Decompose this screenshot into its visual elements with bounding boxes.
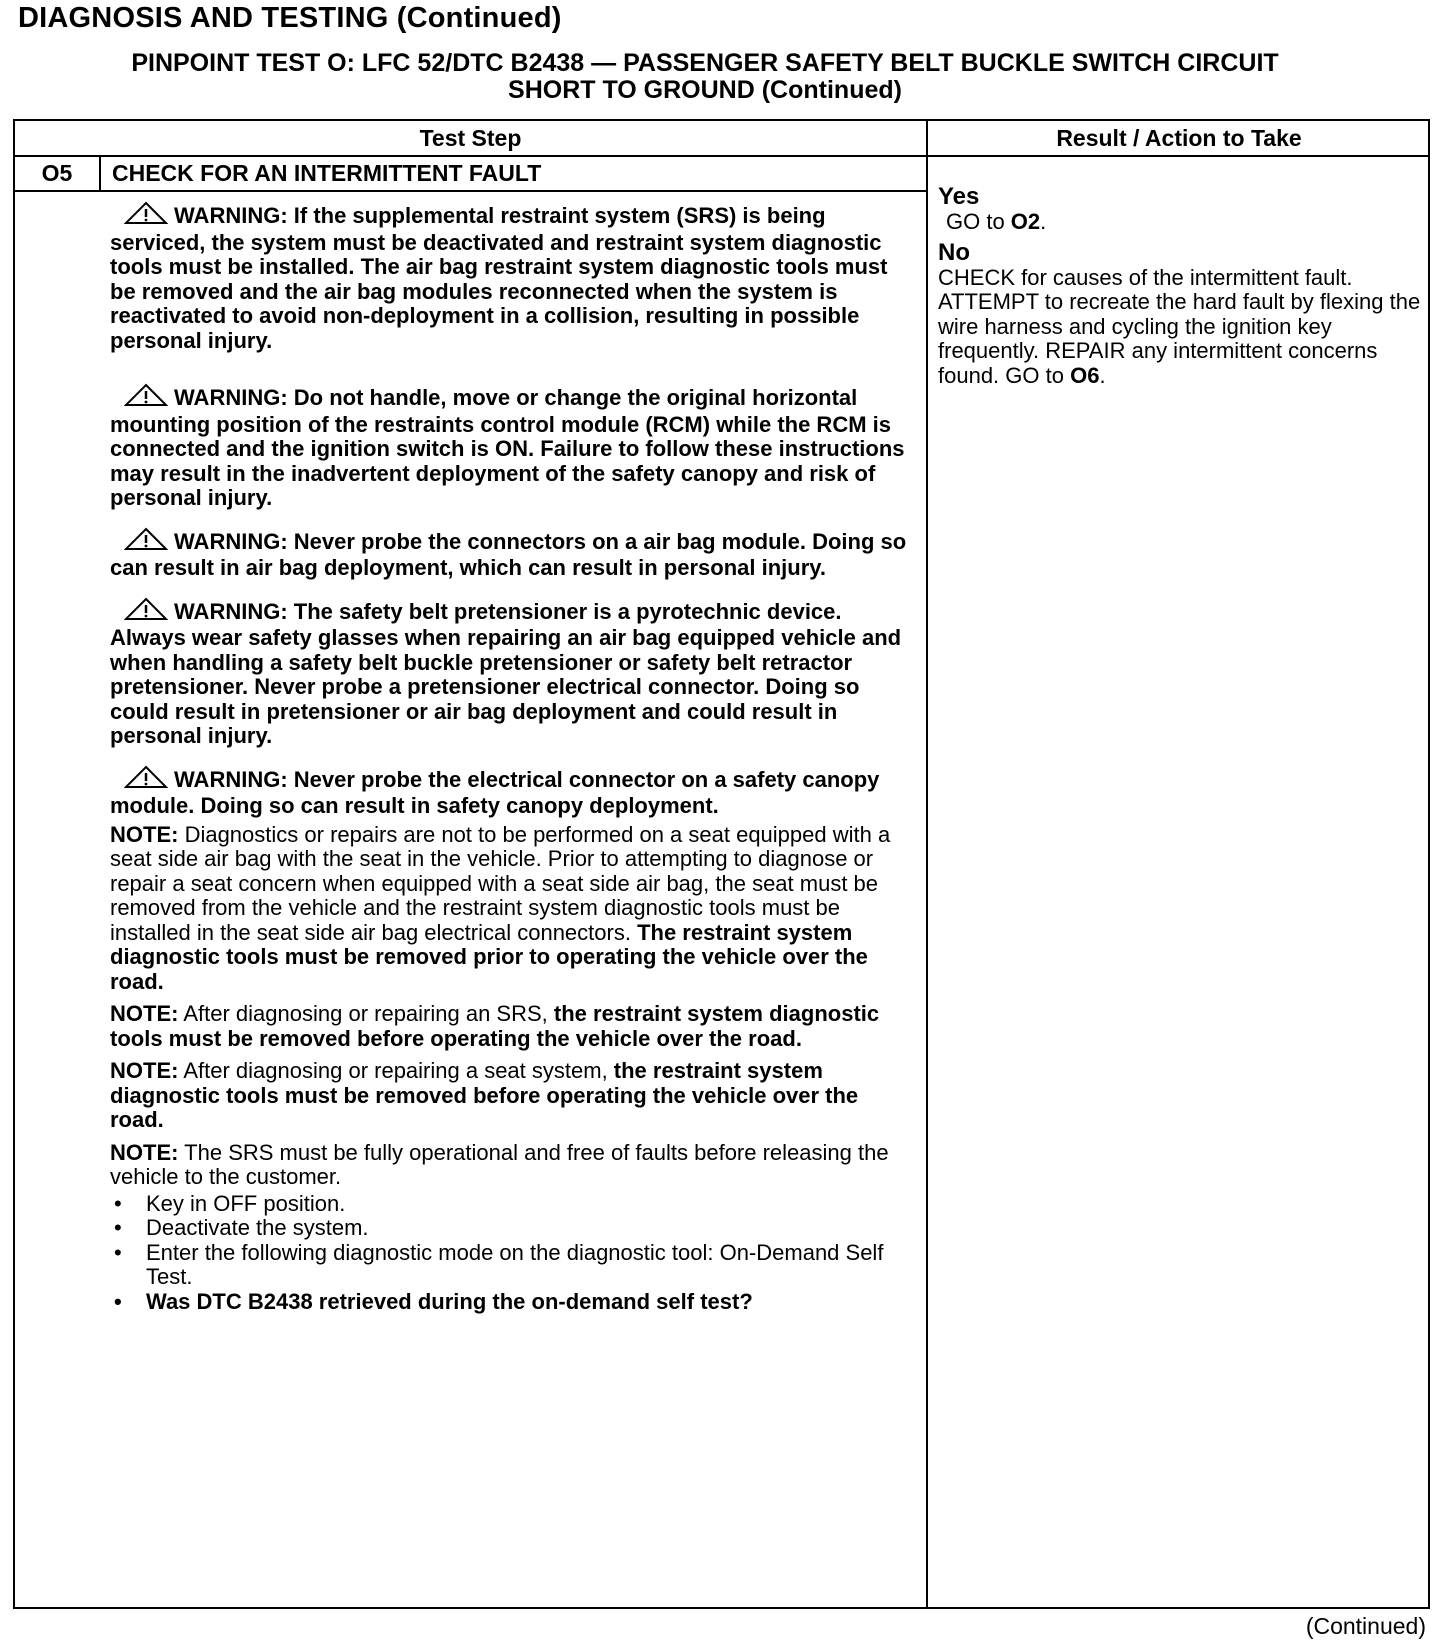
warning-pretensioner: WARNING: The safety belt pretensioner is a pyrotechnic device. Always wear safety glasses when repairing an air bag equipped vehicle and when handling a safety belt buckle pretensioner or safety belt retractor pretensioner. Never probe a pretensioner electrical connector. Doing so could result in pretensioner or air bag deployment and could result in personal injury.: [110, 598, 902, 748]
warning-triangle-icon: [124, 201, 168, 231]
page-title: DIAGNOSIS AND TESTING (Continued): [18, 2, 562, 34]
column-divider: [926, 121, 928, 1607]
note-seat-system-repair: NOTE: After diagnosing or repairing a seat system, the restraint system diagnostic tools must be removed before operating the vehicle over the road.: [110, 1058, 859, 1132]
warning-srs: WARNING: If the supplemental restraint system (SRS) is being serviced, the system must be deactivated and restraint system diagnostic tools must be installed. The air bag restraint system diagnostic tools must be removed and the air bag modules reconnected when the system is reactivated to avoid non-deployment in a collision, resulting in possible personal injury.: [110, 203, 888, 353]
result-no-target-link[interactable]: O6: [1070, 362, 1100, 388]
note-srs-operational: NOTE: The SRS must be fully operational and free of faults before releasing the vehicle to the customer.: [110, 1139, 889, 1189]
result-yes-action: GO to O2.: [946, 208, 1047, 234]
warning-triangle-icon: [124, 527, 168, 557]
pinpoint-test-title: [20, 50, 1390, 104]
continued-footer: (Continued): [1305, 1613, 1426, 1639]
list-item: • Deactivate the system.: [110, 1216, 910, 1241]
list-item: • Key in OFF position.: [110, 1192, 910, 1217]
test-title-line1: PINPOINT TEST O: LFC 52/DTC B2438 — PASSENGER SAFETY BELT BUCKLE SWITCH CIRCUIT: [131, 49, 1279, 77]
warning-triangle-icon: [124, 383, 168, 413]
note-srs-repair: NOTE: After diagnosing or repairing an SRS, the restraint system diagnostic tools must be removed before operating the vehicle over the road.: [110, 1001, 880, 1051]
result-yes-label: Yes: [938, 183, 980, 210]
step-title: CHECK FOR AN INTERMITTENT FAULT: [112, 160, 542, 186]
step-number: O5: [41, 160, 73, 186]
step-number-divider: [99, 157, 101, 190]
warning-triangle-icon: [124, 597, 168, 627]
pinpoint-test-table: [13, 119, 1430, 1609]
list-item: • Enter the following diagnostic mode on the diagnostic tool: On-Demand Self Test.: [110, 1241, 910, 1290]
column-header-result: Result / Action to Take: [1056, 125, 1302, 151]
test-title-line2: SHORT TO GROUND (Continued): [508, 76, 902, 104]
column-header-test-step: Test Step: [419, 125, 522, 151]
warning-airbag-connectors: WARNING: Never probe the connectors on a air bag module. Doing so can result in air bag deployment, which can result in personal injury.: [110, 528, 907, 580]
step-actions-list: [110, 1192, 910, 1315]
warning-rcm: WARNING: Do not handle, move or change the original horizontal mounting position of the restraints control module (RCM) while the RCM is connected and the ignition switch is ON. Failure to follow these instructions may result in the inadvertent deployment of the safety canopy and risk of personal injury.: [110, 385, 905, 510]
result-yes-target-link[interactable]: O2: [1010, 208, 1041, 234]
step-question: • Was DTC B2438 retrieved during the on-demand self test?: [110, 1290, 910, 1315]
step-title-divider: [15, 190, 926, 192]
result-no-label: No: [938, 239, 970, 266]
note-seat-side-airbag: NOTE: Diagnostics or repairs are not to be performed on a seat equipped with a seat side air bag with the seat in the vehicle. Prior to attempting to diagnose or repair a seat concern when equipped with a seat side air bag, the seat must be removed from the vehicle and the restraint system diagnostic tools must be installed in the seat side air bag electrical connectors. The restraint system diagnostic tools must be removed prior to operating the vehicle over the road.: [110, 821, 891, 994]
warning-safety-canopy: WARNING: Never probe the electrical connector on a safety canopy module. Doing so can result in safety canopy deployment.: [110, 766, 880, 818]
result-no-action: CHECK for causes of the intermittent fault. ATTEMPT to recreate the hard fault by flexing the wire harness and cycling the ignition key frequently. REPAIR any intermittent concerns found. GO to O6.: [938, 264, 1421, 388]
step-body: [110, 201, 910, 1314]
result-action: [938, 185, 1428, 395]
warning-triangle-icon: [124, 765, 168, 795]
